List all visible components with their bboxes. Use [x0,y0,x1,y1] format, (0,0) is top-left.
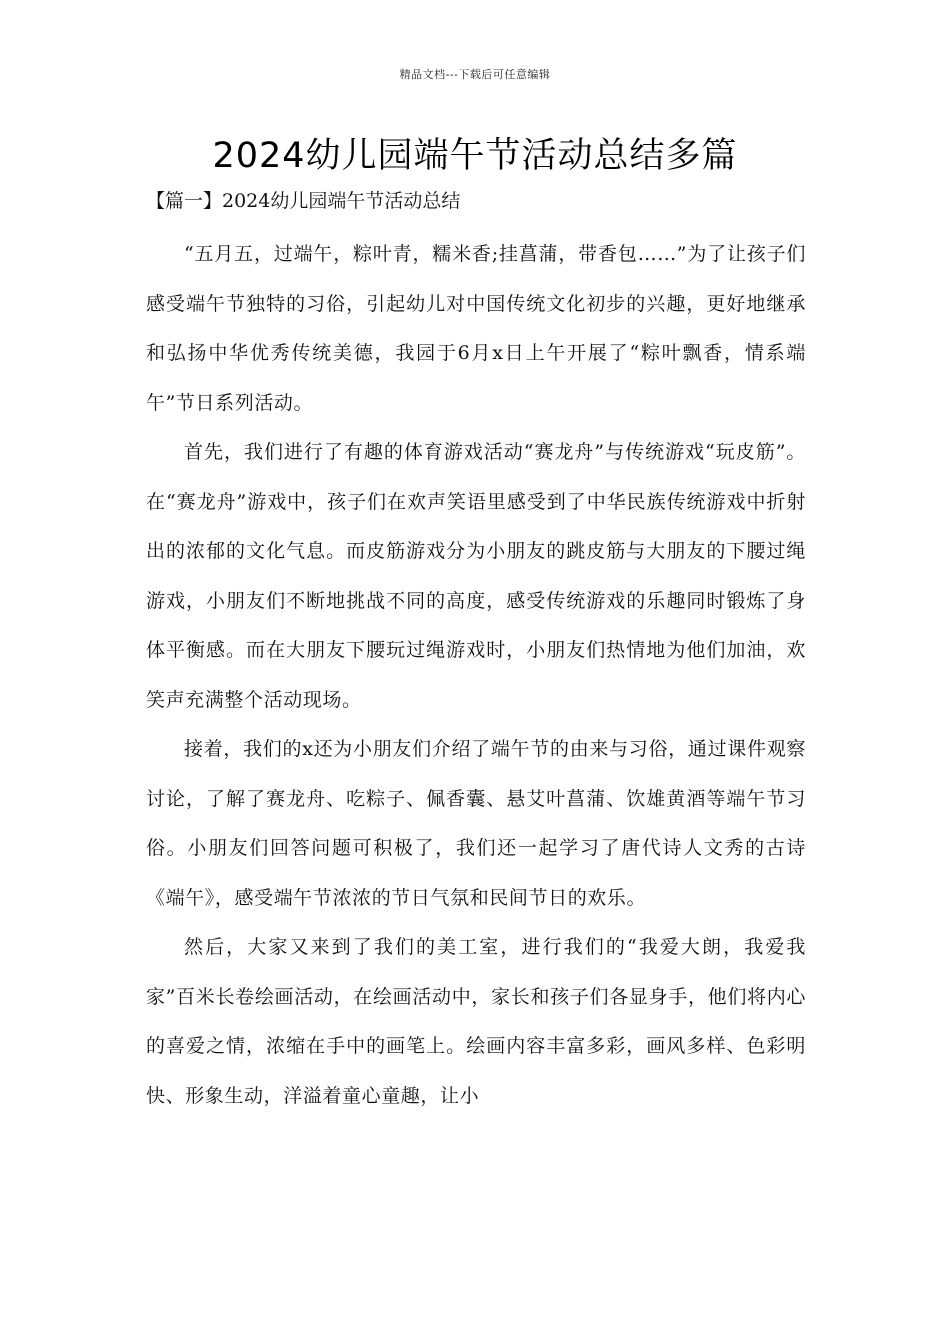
paragraph-4: 然后，大家又来到了我们的美工室，进行我们的“我爱大朗，我爱我家”百米长卷绘画活动，在绘画活动中，家长和孩子们各显身手，他们将内心的喜爱之情，浓缩在手中的画笔上。绘画内容丰富多彩，画风多样、色彩明快、形象生动，洋溢着童心童趣，让小 [146,936,806,1107]
paragraph-3: 接着，我们的x还为小朋友们介绍了端午节的由来与习俗，通过课件观察讨论，了解了赛龙舟、吃粽子、佩香囊、悬艾叶菖蒲、饮雄黄酒等端午节习俗。小朋友们回答问题可积极了，我们还一起学习了唐代诗人文秀的古诗《端午》，感受端午节浓浓的节日气氛和民间节日的欢乐。 [146,738,806,909]
section-heading: 【篇一】2024幼儿园端午节活动总结 [146,190,461,212]
paragraph-2: 首先，我们进行了有趣的体育游戏活动“赛龙舟”与传统游戏“玩皮筋”。在“赛龙舟”游戏中，孩子们在欢声笑语里感受到了中华民族传统游戏中折射出的浓郁的文化气息。而皮筋游戏分为小朋友的跳皮筋与大朋友的下腰过绳游戏，小朋友们不断地挑战不同的高度，感受传统游戏的乐趣同时锻炼了身体平衡感。而在大朋友下腰玩过绳游戏时，小朋友们热情地为他们加油，欢笑声充满整个活动现场。 [146,441,806,711]
header-note: 精品文档---下载后可任意编辑 [399,68,551,81]
document-body [146,230,806,1121]
paragraph-1: “五月五，过端午，粽叶青，糯米香;挂菖蒲，带香包……”为了让孩子们感受端午节独特的习俗，引起幼儿对中国传统文化初步的兴趣，更好地继承和弘扬中华优秀传统美德，我园于6月x日上午开展了“粽叶飘香，情系端午”节日系列活动。 [146,243,806,414]
document-title: 2024幼儿园端午节活动总结多篇 [212,136,738,176]
